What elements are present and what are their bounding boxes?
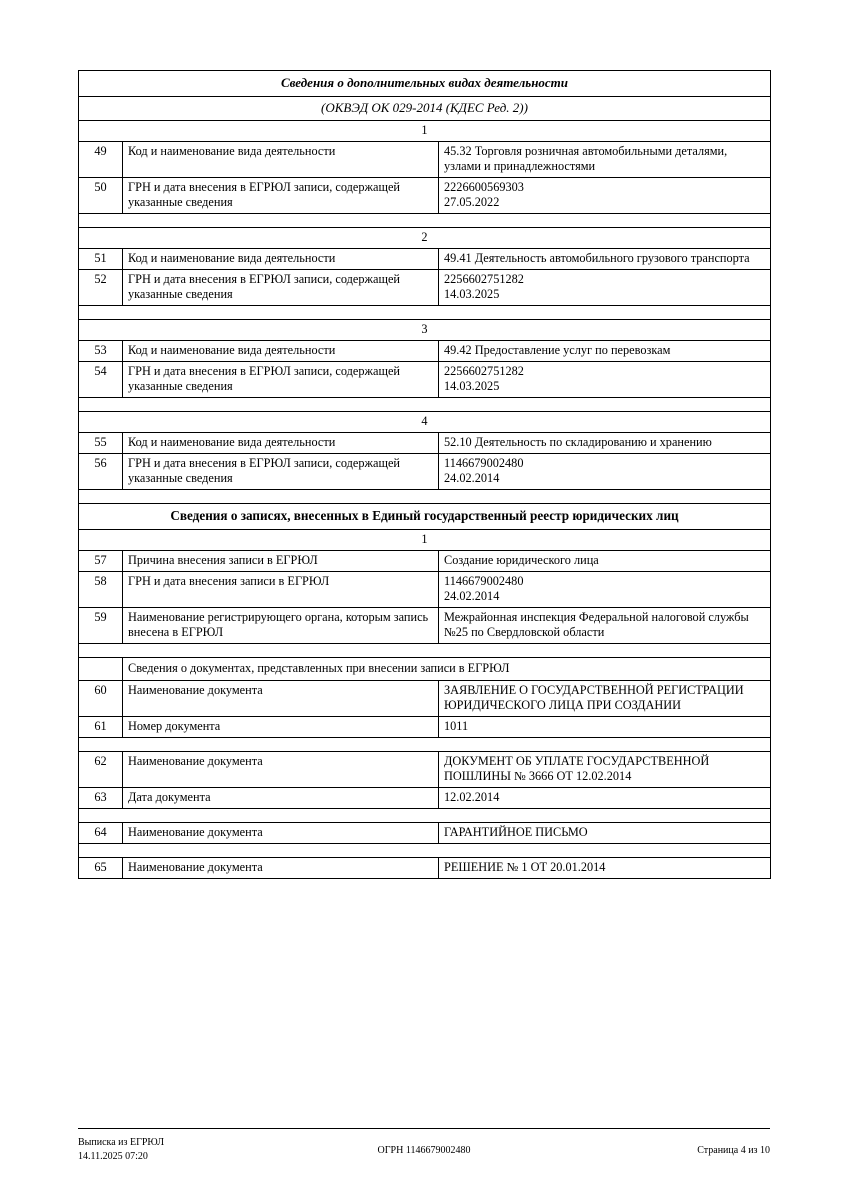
row-number: 54 (79, 361, 123, 397)
row-number: 57 (79, 550, 123, 571)
row-label: Наименование регистрирующего органа, которым запись внесена в ЕГРЮЛ (123, 607, 439, 643)
row-number: 62 (79, 751, 123, 787)
group-number-3: 3 (79, 319, 771, 340)
subheader-empty-number (79, 657, 123, 680)
row-value: 52.10 Деятельность по складированию и хранению (439, 432, 771, 453)
table-row (79, 248, 771, 269)
spacer-cell (79, 737, 771, 751)
row-label: Код и наименование вида деятельности (123, 248, 439, 269)
row-value: 2256602751282 14.03.2025 (439, 361, 771, 397)
footer-doc-title: Выписка из ЕГРЮЛ (78, 1137, 164, 1148)
spacer-row (79, 737, 771, 751)
subheader-documents: Сведения о документах, представленных при внесении записи в ЕГРЮЛ (123, 657, 771, 680)
footer-page-number: Страница 4 из 10 (697, 1145, 770, 1156)
table-row (79, 716, 771, 737)
subheader-row (79, 657, 771, 680)
section-title-records: Сведения о записях, внесенных в Единый государственный реестр юридических лиц (79, 503, 771, 529)
row-value: Межрайонная инспекция Федеральной налоговой службы №25 по Свердловской области (439, 607, 771, 643)
section-title-row (79, 71, 771, 97)
table-row (79, 550, 771, 571)
footer-datetime: 14.11.2025 07:20 (78, 1150, 148, 1162)
table-row (79, 141, 771, 177)
spacer-cell (79, 843, 771, 857)
spacer-row (79, 397, 771, 411)
table-row (79, 177, 771, 213)
row-label: Причина внесения записи в ЕГРЮЛ (123, 550, 439, 571)
row-number: 53 (79, 340, 123, 361)
table-row (79, 680, 771, 716)
group-number-row (79, 120, 771, 141)
footer-ogrn: ОГРН 1146679002480 (377, 1145, 471, 1156)
footer-divider (78, 1128, 770, 1129)
spacer-cell (79, 305, 771, 319)
spacer-cell (79, 643, 771, 657)
row-value: ДОКУМЕНТ ОБ УПЛАТЕ ГОСУДАРСТВЕННОЙ ПОШЛИНЫ № 3666 ОТ 12.02.2014 (439, 751, 771, 787)
spacer-row (79, 643, 771, 657)
row-label: ГРН и дата внесения в ЕГРЮЛ записи, содержащей указанные сведения (123, 177, 439, 213)
spacer-row (79, 843, 771, 857)
spacer-row (79, 305, 771, 319)
row-number: 55 (79, 432, 123, 453)
section-subtitle-okved: (ОКВЭД ОК 029-2014 (КДЕС Ред. 2)) (79, 96, 771, 120)
section-title-row (79, 503, 771, 529)
table-row (79, 340, 771, 361)
table-row (79, 751, 771, 787)
row-value: ГАРАНТИЙНОЕ ПИСЬМО (439, 822, 771, 843)
row-label: Код и наименование вида деятельности (123, 340, 439, 361)
table-row (79, 822, 771, 843)
row-label: Наименование документа (123, 751, 439, 787)
row-number: 50 (79, 177, 123, 213)
row-label: Код и наименование вида деятельности (123, 432, 439, 453)
row-value: Создание юридического лица (439, 550, 771, 571)
row-label: ГРН и дата внесения в ЕГРЮЛ записи, содержащей указанные сведения (123, 453, 439, 489)
group-number-2: 2 (79, 227, 771, 248)
row-number: 56 (79, 453, 123, 489)
row-number: 64 (79, 822, 123, 843)
spacer-row (79, 489, 771, 503)
table-row (79, 787, 771, 808)
group-number-row (79, 411, 771, 432)
row-number: 59 (79, 607, 123, 643)
row-value: 2256602751282 14.03.2025 (439, 269, 771, 305)
row-value: 12.02.2014 (439, 787, 771, 808)
row-number: 52 (79, 269, 123, 305)
row-number: 63 (79, 787, 123, 808)
row-value: 1146679002480 24.02.2014 (439, 453, 771, 489)
row-number: 49 (79, 141, 123, 177)
row-label: ГРН и дата внесения в ЕГРЮЛ записи, содержащей указанные сведения (123, 269, 439, 305)
spacer-row (79, 808, 771, 822)
table-row (79, 432, 771, 453)
table-row (79, 571, 771, 607)
row-label: ГРН и дата внесения в ЕГРЮЛ записи, содержащей указанные сведения (123, 361, 439, 397)
row-number: 61 (79, 716, 123, 737)
row-number: 58 (79, 571, 123, 607)
row-label: Номер документа (123, 716, 439, 737)
page-footer (0, 1128, 848, 1178)
group-number-1: 1 (79, 120, 771, 141)
row-label: Наименование документа (123, 857, 439, 878)
table-row (79, 857, 771, 878)
spacer-row (79, 213, 771, 227)
group-number-records-1: 1 (79, 529, 771, 550)
section-subtitle-row (79, 96, 771, 120)
group-number-row (79, 529, 771, 550)
row-label: Код и наименование вида деятельности (123, 141, 439, 177)
row-value: 1146679002480 24.02.2014 (439, 571, 771, 607)
spacer-cell (79, 489, 771, 503)
row-value: 1011 (439, 716, 771, 737)
row-number: 60 (79, 680, 123, 716)
row-value: 49.42 Предоставление услуг по перевозкам (439, 340, 771, 361)
row-value: 45.32 Торговля розничная автомобильными деталями, узлами и принадлежностями (439, 141, 771, 177)
row-value: 49.41 Деятельность автомобильного грузового транспорта (439, 248, 771, 269)
spacer-cell (79, 808, 771, 822)
row-label: Наименование документа (123, 822, 439, 843)
table-row (79, 361, 771, 397)
row-label: ГРН и дата внесения записи в ЕГРЮЛ (123, 571, 439, 607)
row-value: РЕШЕНИЕ № 1 ОТ 20.01.2014 (439, 857, 771, 878)
group-number-4: 4 (79, 411, 771, 432)
row-number: 65 (79, 857, 123, 878)
group-number-row (79, 227, 771, 248)
spacer-cell (79, 213, 771, 227)
table-row (79, 269, 771, 305)
table-row (79, 453, 771, 489)
table-row (79, 607, 771, 643)
row-label: Наименование документа (123, 680, 439, 716)
row-number: 51 (79, 248, 123, 269)
row-label: Дата документа (123, 787, 439, 808)
row-value: 2226600569303 27.05.2022 (439, 177, 771, 213)
egrul-extract-table (78, 70, 771, 879)
spacer-cell (79, 397, 771, 411)
section-title-activities: Сведения о дополнительных видах деятельности (79, 71, 771, 97)
row-value: ЗАЯВЛЕНИЕ О ГОСУДАРСТВЕННОЙ РЕГИСТРАЦИИ ЮРИДИЧЕСКОГО ЛИЦА ПРИ СОЗДАНИИ (439, 680, 771, 716)
group-number-row (79, 319, 771, 340)
